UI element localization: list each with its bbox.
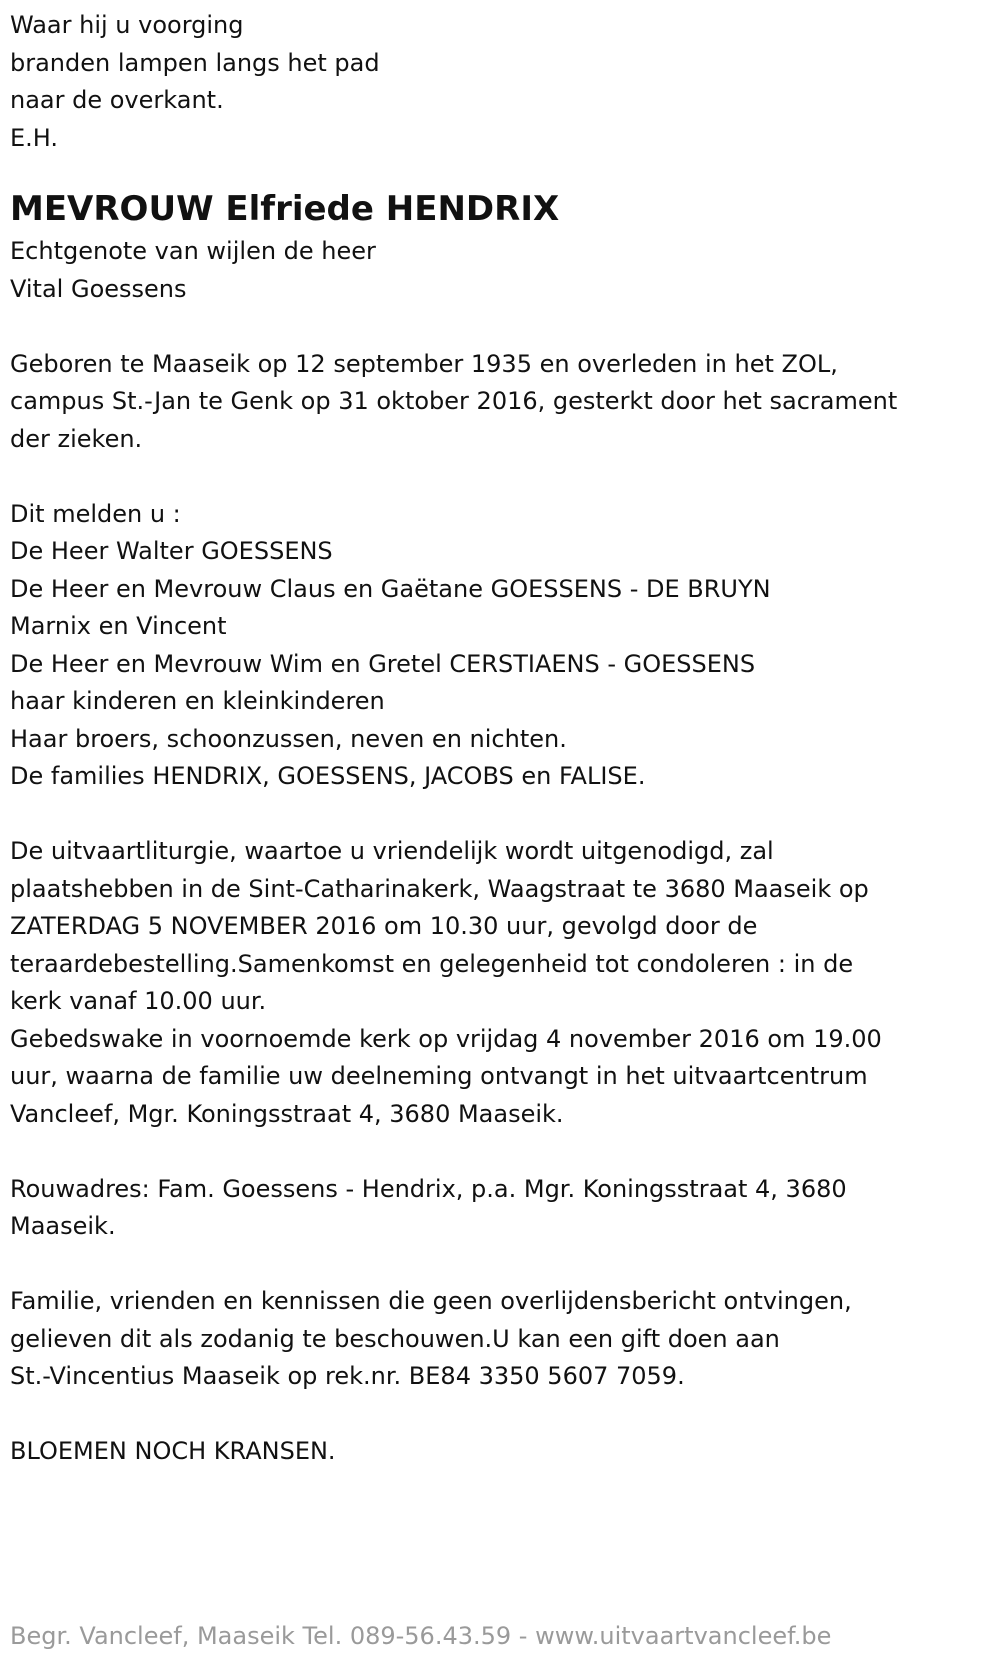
spacer [10,1133,990,1171]
family-line-2: De Heer Walter GOESSENS [10,537,333,565]
family-line-5: De Heer en Mevrouw Wim en Gretel CERSTIAENS - GOESSENS [10,649,756,678]
birth-death-section [10,346,990,459]
birth-death-line-1: Geboren te Maaseik op 12 september 1935 en overleden in het ZOL, [10,349,838,378]
funeral-line-3: ZATERDAG 5 NOVEMBER 2016 om 10.30 uur, gevolgd door de [10,912,758,940]
spouse-line-1: Echtgenote van wijlen de heer [10,237,376,265]
notice-line-3: St.-Vincentius Maaseik op rek.nr. BE84 3350 5607 7059. [10,1362,685,1390]
funeral-line-4: teraardebestelling.Samenkomst en gelegenheid tot condoleren : in de [10,949,854,978]
flowers-notice: BLOEMEN NOCH KRANSEN. [10,1437,336,1465]
family-line-8: De families HENDRIX, GOESSENS, JACOBS en FALISE. [10,762,646,790]
funeral-line-7: uur, waarna de familie uw deelneming ontvangt in het uitvaartcentrum [10,1062,868,1090]
funeral-line-1: De uitvaartliturgie, waartoe u vriendelijk wordt uitgenodigd, zal [10,837,774,865]
address-line-1: Rouwadres: Fam. Goessens - Hendrix, p.a. Mgr. Koningsstraat 4, 3680 [10,1174,847,1203]
spacer [10,1396,990,1434]
deceased-name-title: MEVROUW Elfriede HENDRIX [10,189,560,229]
notice-line-2: gelieven dit als zodanig te beschouwen.U kan een gift doen aan [10,1324,780,1353]
poem-line-3: naar de overkant. [10,86,224,114]
obituary-document [10,7,990,1471]
poem-section [10,7,990,157]
spouse-section [10,233,990,308]
address-line-2: Maaseik. [10,1212,116,1240]
spacer [10,308,990,346]
family-line-7: Haar broers, schoonzussen, neven en nichten. [10,724,567,753]
family-line-3: De Heer en Mevrouw Claus en Gaëtane GOESSENS - DE BRUYN [10,574,771,603]
birth-death-line-3: der zieken. [10,424,143,453]
funeral-section [10,833,990,1133]
family-line-4: Marnix en Vincent [10,612,227,640]
notice-section [10,1283,990,1396]
funeral-line-2: plaatshebben in de Sint-Catharinakerk, Waagstraat te 3680 Maaseik op [10,874,869,903]
undertaker-footer: Begr. Vancleef, Maaseik Tel. 089-56.43.59 - www.uitvaartvancleef.be [10,1622,832,1650]
poem-line-1: Waar hij u voorging [10,11,244,39]
spouse-line-2: Vital Goessens [10,274,187,303]
family-section [10,496,990,796]
spacer [10,1246,990,1284]
poem-line-2: branden lampen langs het pad [10,48,380,77]
poem-author: E.H. [10,123,59,152]
address-section [10,1171,990,1246]
funeral-line-8: Vancleef, Mgr. Koningsstraat 4, 3680 Maaseik. [10,1099,564,1128]
funeral-line-6: Gebedswake in voornoemde kerk op vrijdag 4 november 2016 om 19.00 [10,1024,882,1053]
notice-line-1: Familie, vrienden en kennissen die geen overlijdensbericht ontvingen, [10,1287,852,1315]
spacer [10,796,990,834]
spacer [10,458,990,496]
family-line-6: haar kinderen en kleinkinderen [10,687,385,715]
family-line-1: Dit melden u : [10,499,181,528]
birth-death-line-2: campus St.-Jan te Genk op 31 oktober 2016, gesterkt door het sacrament [10,387,898,415]
funeral-line-5: kerk vanaf 10.00 uur. [10,987,267,1015]
